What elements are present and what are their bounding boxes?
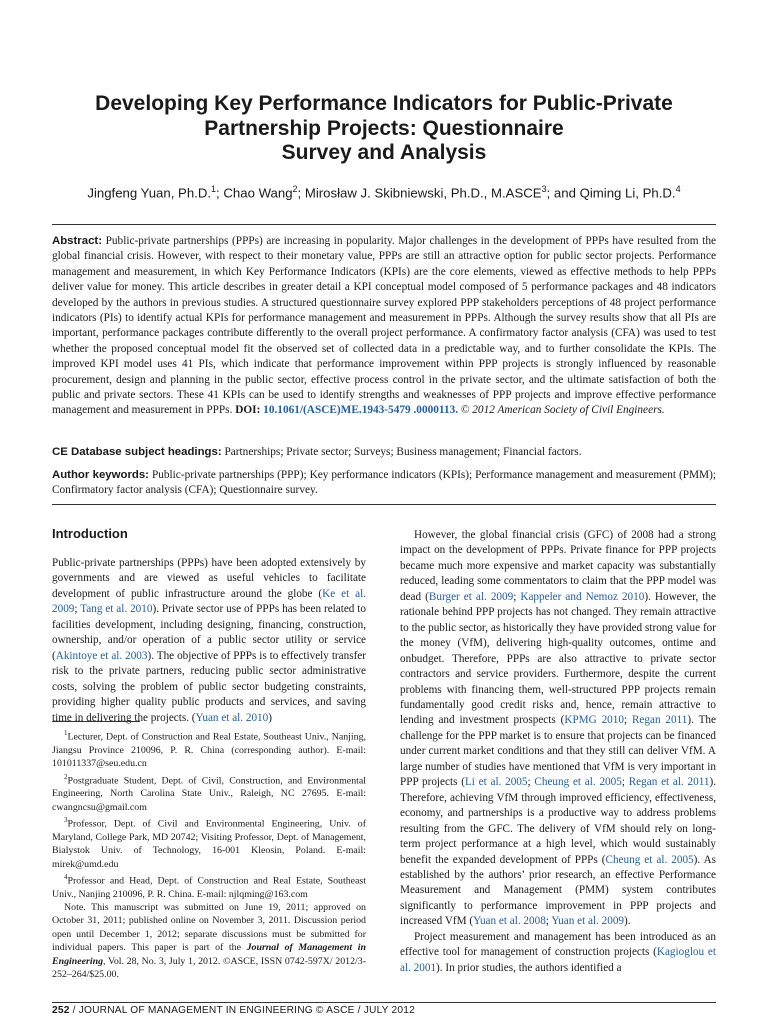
citation-link[interactable]: Yuan et al. 2008 [473,915,546,928]
footnote-text: Professor and Head, Dept. of Construction and Real Estate, Southeast Univ., Nanjing 210096, P. R. China. E-mail: njlqming@163.com [52,875,366,900]
ce-headings-label: CE Database subject headings: [52,446,222,458]
author-list [30,181,738,201]
text-run: ; [545,915,552,928]
author-keywords-label: Author keywords: [52,469,149,481]
text-run: ). Therefore, achieving VfM through improved efficiency, effectiveness, economy, and partnerships is a productive way to address problems resulting from the GFC. The delivery of VfM should rely on long-term project performance at a high level, which would sustainably benefit the expanded development of PPPs ( [400,776,717,866]
page-number: 252 [52,1005,70,1016]
footnote-marker: 3 [64,816,68,825]
author-4-affil: 4 [675,184,681,194]
text-run: Note. This manuscript was submitted on June 19, 2011; approved on October 31, 2011; published online on November 3, 2011. Discussion period open until December 1, 2012; separate discussions must be submitted for individual papers. This paper is part of the [52,902,366,954]
text-run: ). The challenge for the PPP market is to ensure that projects can be financed under current market conditions and that they still can deliver VfM. A large number of studies have mentioned that VfM is very important in PPP projects ( [400,714,716,789]
footnote-1 [52,727,366,771]
author-2-affil: 2 [292,184,298,194]
text-run: Public-private partnerships (PPPs) have been adopted extensively by governments and are viewed as useful vehicles to facilitate development of public infrastructure around the globe ( [52,557,366,600]
text-run: ). [624,915,631,928]
journal-footer-text: / JOURNAL OF MANAGEMENT IN ENGINEERING © ASCE / JULY 2012 [69,1005,415,1016]
left-column [52,556,366,726]
footnote-2 [52,771,366,815]
abstract-text: Public-private partnerships (PPPs) are increasing in popularity. Major challenges in the development of PPPs have resulted from the global financial crisis. However, with respect to their monetary value, PPPs are still an attractive option for public sector projects. Performance management and measurement, in which Key Performance Indicators (KPIs) are the core elements, viewed as effective methods to help PPPs deliver value for money. This article describes in greater detail a KPI conceptual model composed of 5 performance packages and 48 indicators developed by the authors in previous studies. A structured questionnaire survey explored PPP stakeholders perceptions of 48 project performance indicators (PIs) to identify actual KPIs for performance management and measurement in PPPs. Although the survey results show that all PIs are important, performance packages contribute differently to the overall project performance. A confirmatory factor analysis (CFA) was used to test whether the proposed conceptual model fit the observed set of collected data in a predictable way, and to further consolidate the KPIs. The improved KPI model uses 41 PIs, which indicate that performance improvement within PPP projects is strongly influenced by reasonable procurement, design and planning in the public sector, effective process control in the private sector, and the ultimate satisfaction of both the public and private sectors. These 41 KPIs can be used to identify strengths and weaknesses of PPP projects and improve effective performance management and measurement in PPPs. [52,235,716,417]
page-footer [52,1005,415,1016]
citation-link[interactable]: Akintoye et al. 2003 [55,649,148,662]
title-line-2: Partnership Projects: Questionnaire [204,116,564,140]
ce-headings-text: Partnerships; Private sector; Surveys; Business management; Financial factors. [221,446,582,458]
text-run: ; [527,776,535,789]
citation-link[interactable]: KPMG 2010 [564,714,624,727]
right-column [400,528,716,976]
keywords-divider [52,504,716,505]
text-run: ) [268,711,272,724]
author-keywords [52,468,716,499]
author-keywords-text: Public-private partnerships (PPP); Key performance indicators (KPIs); Performance management and measurement (PMM); Confirmatory factor analysis (CFA); Questionnaire survey. [52,469,716,497]
text-run: ). However, the rationale behind PPP projects has not changed. They remain attractive to the public sector, as historically they have provided strong value for the money (VfM), delivering high-quality outcomes, ontime and onbudget. Therefore, PPPs are also attractive to private sector contractors and service providers. Furthermore, despite the current problems with financing them, well-structured PPP projects remain fundamentally good credit risks and, hence, remain attractive to lending and investment prospects ( [400,590,716,727]
citation-link[interactable]: Regan 2011 [631,714,688,727]
footer-divider [52,1002,716,1003]
citation-link[interactable]: Burger et al. 2009 [428,590,514,603]
text-run: ). In prior studies, the authors identified a [436,961,622,974]
section-heading-introduction: Introduction [52,526,128,541]
text-run: ; [74,603,81,616]
footnotes [52,727,366,982]
title-line-1: Developing Key Performance Indicators for Public-Private [95,92,673,115]
journal-name: Journal of Management in Engineering [52,942,366,967]
ce-subject-headings [52,445,716,460]
author-1-affil: 1 [211,184,217,194]
text-run: ). Private sector use of PPPs has been related to facilities development, including designing, financing, construction, ownership, and/or operation of a public sector utility or service ( [52,603,367,662]
footnote-4 [52,871,366,901]
intro-paragraph-1 [52,556,366,726]
title-line-3: Survey and Analysis [281,141,487,164]
footnote-marker: 2 [64,772,68,781]
right-paragraph-1 [400,528,716,930]
footnote-3 [52,814,366,871]
copyright: © 2012 American Society of Civil Engineers. [458,404,665,417]
text-run: Project measurement and management has been introduced as an effective tool for management of construction projects ( [400,930,716,959]
top-divider [52,224,716,225]
text-run: However, the global financial crisis (GFC) of 2008 had a strong impact on the development of PPPs. Private finance for PPP projects became much more expensive and market capacity was substantially reduced, leading some commentators to claim that the PPP model was dead ( [400,529,716,603]
citation-link[interactable]: Kappeler and Nemoz 2010 [520,590,645,603]
article-title [40,92,728,166]
author-3: ; Mirosław J. Skibniewski, Ph.D., M.ASCE [297,185,542,201]
submission-note [52,901,366,981]
footnote-divider [52,721,140,722]
text-run: ). The objective of PPPs is to effectively transfer risk to the private partners, reducing public sector administrative costs, solving the problem of public sector budgeting constraints, providing higher quality public products and services, and saving time in delivering the projects. ( [52,649,366,724]
citation-link[interactable]: Kagioglou et al. 2001 [400,946,716,974]
citation-link[interactable]: Li et al. 2005 [464,776,528,789]
citation-link[interactable]: Yuan et al. 2009 [551,915,625,928]
author-4: ; and Qiming Li, Ph.D. [546,185,676,201]
citation-link[interactable]: Regan et al. 2011 [628,776,710,789]
footnote-marker: 1 [64,729,68,737]
right-paragraph-2 [400,930,716,976]
text-run: ; [621,776,629,789]
author-3-affil: 3 [541,184,547,194]
citation-link[interactable]: Tang et al. 2010 [80,603,153,616]
doi-link[interactable]: 10.1061/(ASCE)ME.1943-5479 .0000113. [260,404,459,417]
footnote-text: Lecturer, Dept. of Construction and Real Estate, Southeast Univ., Nanjing, Jiangsu Province 210096, P. R. China (corresponding author). E-mail: 101011337@seu.edu.cn [52,731,366,770]
author-2: ; Chao Wang [216,185,293,201]
footnote-marker: 4 [64,872,68,881]
text-run: ; [623,714,632,727]
citation-link[interactable]: Ke et al. 2009 [52,587,367,616]
footnote-text: Professor, Dept. of Civil and Environmental Engineering, Univ. of Maryland, College Park, MD 20742; Visiting Professor, Dept. of Management, Bialystok Univ. of Technology, 16-001 Kleosin, Poland. E-mail: mirek@umd.edu [52,818,366,870]
citation-link[interactable]: Yuan et al. 2010 [195,711,269,724]
text-run: , Vol. 28, No. 3, July 1, 2012. ©ASCE, ISSN 0742-597X/ 2012/3-252–264/$25.00. [52,955,366,981]
abstract-label: Abstract: [52,235,103,247]
citation-link[interactable]: Cheung et al. 2005 [534,776,622,789]
footnote-text: Postgraduate Student, Dept. of Civil, Construction, and Environmental Engineering, North Carolina State Univ., Raleigh, NC 27695. E-mail: cwangncsu@gmail.com [52,774,366,813]
author-1: Jingfeng Yuan, Ph.D. [87,185,212,201]
doi-label: DOI: [235,404,261,417]
citation-link[interactable]: Cheung et al. 2005 [605,853,694,866]
abstract [52,234,716,419]
text-run: ). As established by the authors’ prior research, an effective Performance Measurement and Management (PMM) system contributes significantly to performance improvement in PPP projects and increased VfM ( [400,853,717,928]
text-run: ; [513,590,521,603]
